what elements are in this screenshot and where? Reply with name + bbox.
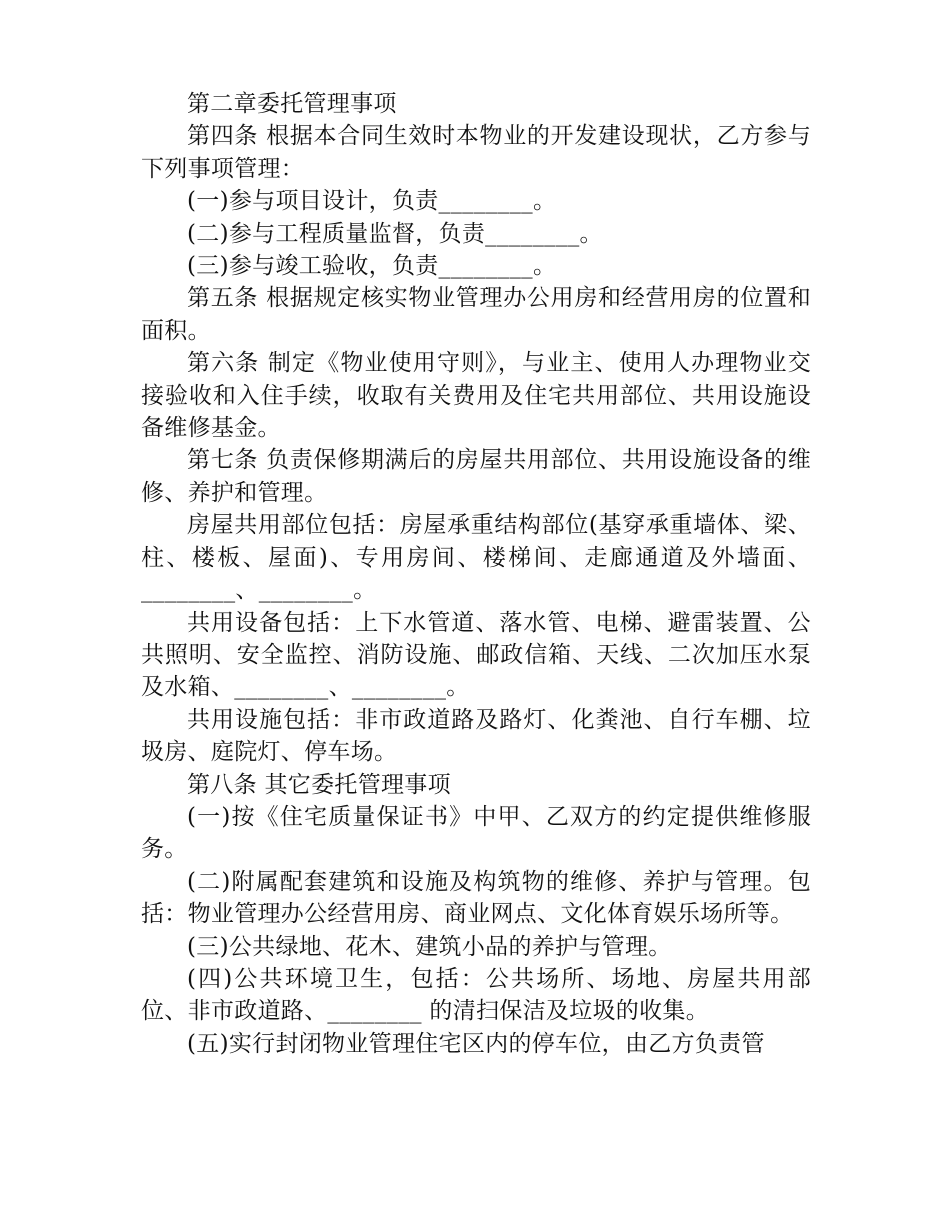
paragraph-article-4: 第四条 根据本合同生效时本物业的开发建设现状，乙方参与下列事项管理： xyxy=(141,123,811,182)
paragraph-item-2: (二)参与工程质量监督，负责________。 xyxy=(187,220,603,247)
paragraph-other-item-2: (二)附属配套建筑和设施及构筑物的维修、养护与管理。包括：物业管理办公经营用房、商业网点、文化体育娱乐场所等。 xyxy=(141,868,811,928)
paragraph-other-item-3: (三)公共绿地、花木、建筑小品的养护与管理。 xyxy=(187,933,672,960)
paragraph-article-6: 第六条 制定《物业使用守则》，与业主、使用人办理物业交接验收和入住手续，收取有关费用及住宅共用部位、共用设施设备维修基金。 xyxy=(141,350,811,442)
paragraph-other-item-1: (一)按《住宅质量保证书》中甲、乙双方的约定提供维修服务。 xyxy=(141,803,811,863)
paragraph-other-item-4: (四)公共环境卫生，包括：公共场所、场地、房屋共用部位、非市政道路、________ 的清扫保洁及垃圾的收集。 xyxy=(141,965,811,1025)
paragraph-other-item-5: (五)实行封闭物业管理住宅区内的停车位，由乙方负责管 xyxy=(187,1030,765,1057)
document-body xyxy=(141,88,811,1060)
paragraph-article-8: 第八条 其它委托管理事项 xyxy=(187,771,451,798)
paragraph-shared-parts: 房屋共用部位包括：房屋承重结构部位(基穿承重墙体、梁、柱、楼板、屋面)、专用房间、楼梯间、走廊通道及外墙面、________、________。 xyxy=(141,512,811,604)
chapter-heading: 第二章委托管理事项 xyxy=(187,91,397,117)
paragraph-item-3: (三)参与竣工验收，负责________。 xyxy=(187,253,557,280)
paragraph-shared-equipment: 共用设备包括：上下水管道、落水管、电梯、避雷装置、公共照明、安全监控、消防设施、邮政信箱、天线、二次加压水泵及水箱、________、________。 xyxy=(141,609,811,701)
paragraph-article-5: 第五条 根据规定核实物业管理办公用房和经营用房的位置和面积。 xyxy=(141,285,811,344)
paragraph-article-7: 第七条 负责保修期满后的房屋共用部位、共用设施设备的维修、养护和管理。 xyxy=(141,447,811,506)
paragraph-item-1: (一)参与项目设计，负责________。 xyxy=(187,188,557,215)
paragraph-shared-facilities: 共用设施包括：非市政道路及路灯、化粪池、自行车棚、垃圾房、庭院灯、停车场。 xyxy=(141,706,811,766)
